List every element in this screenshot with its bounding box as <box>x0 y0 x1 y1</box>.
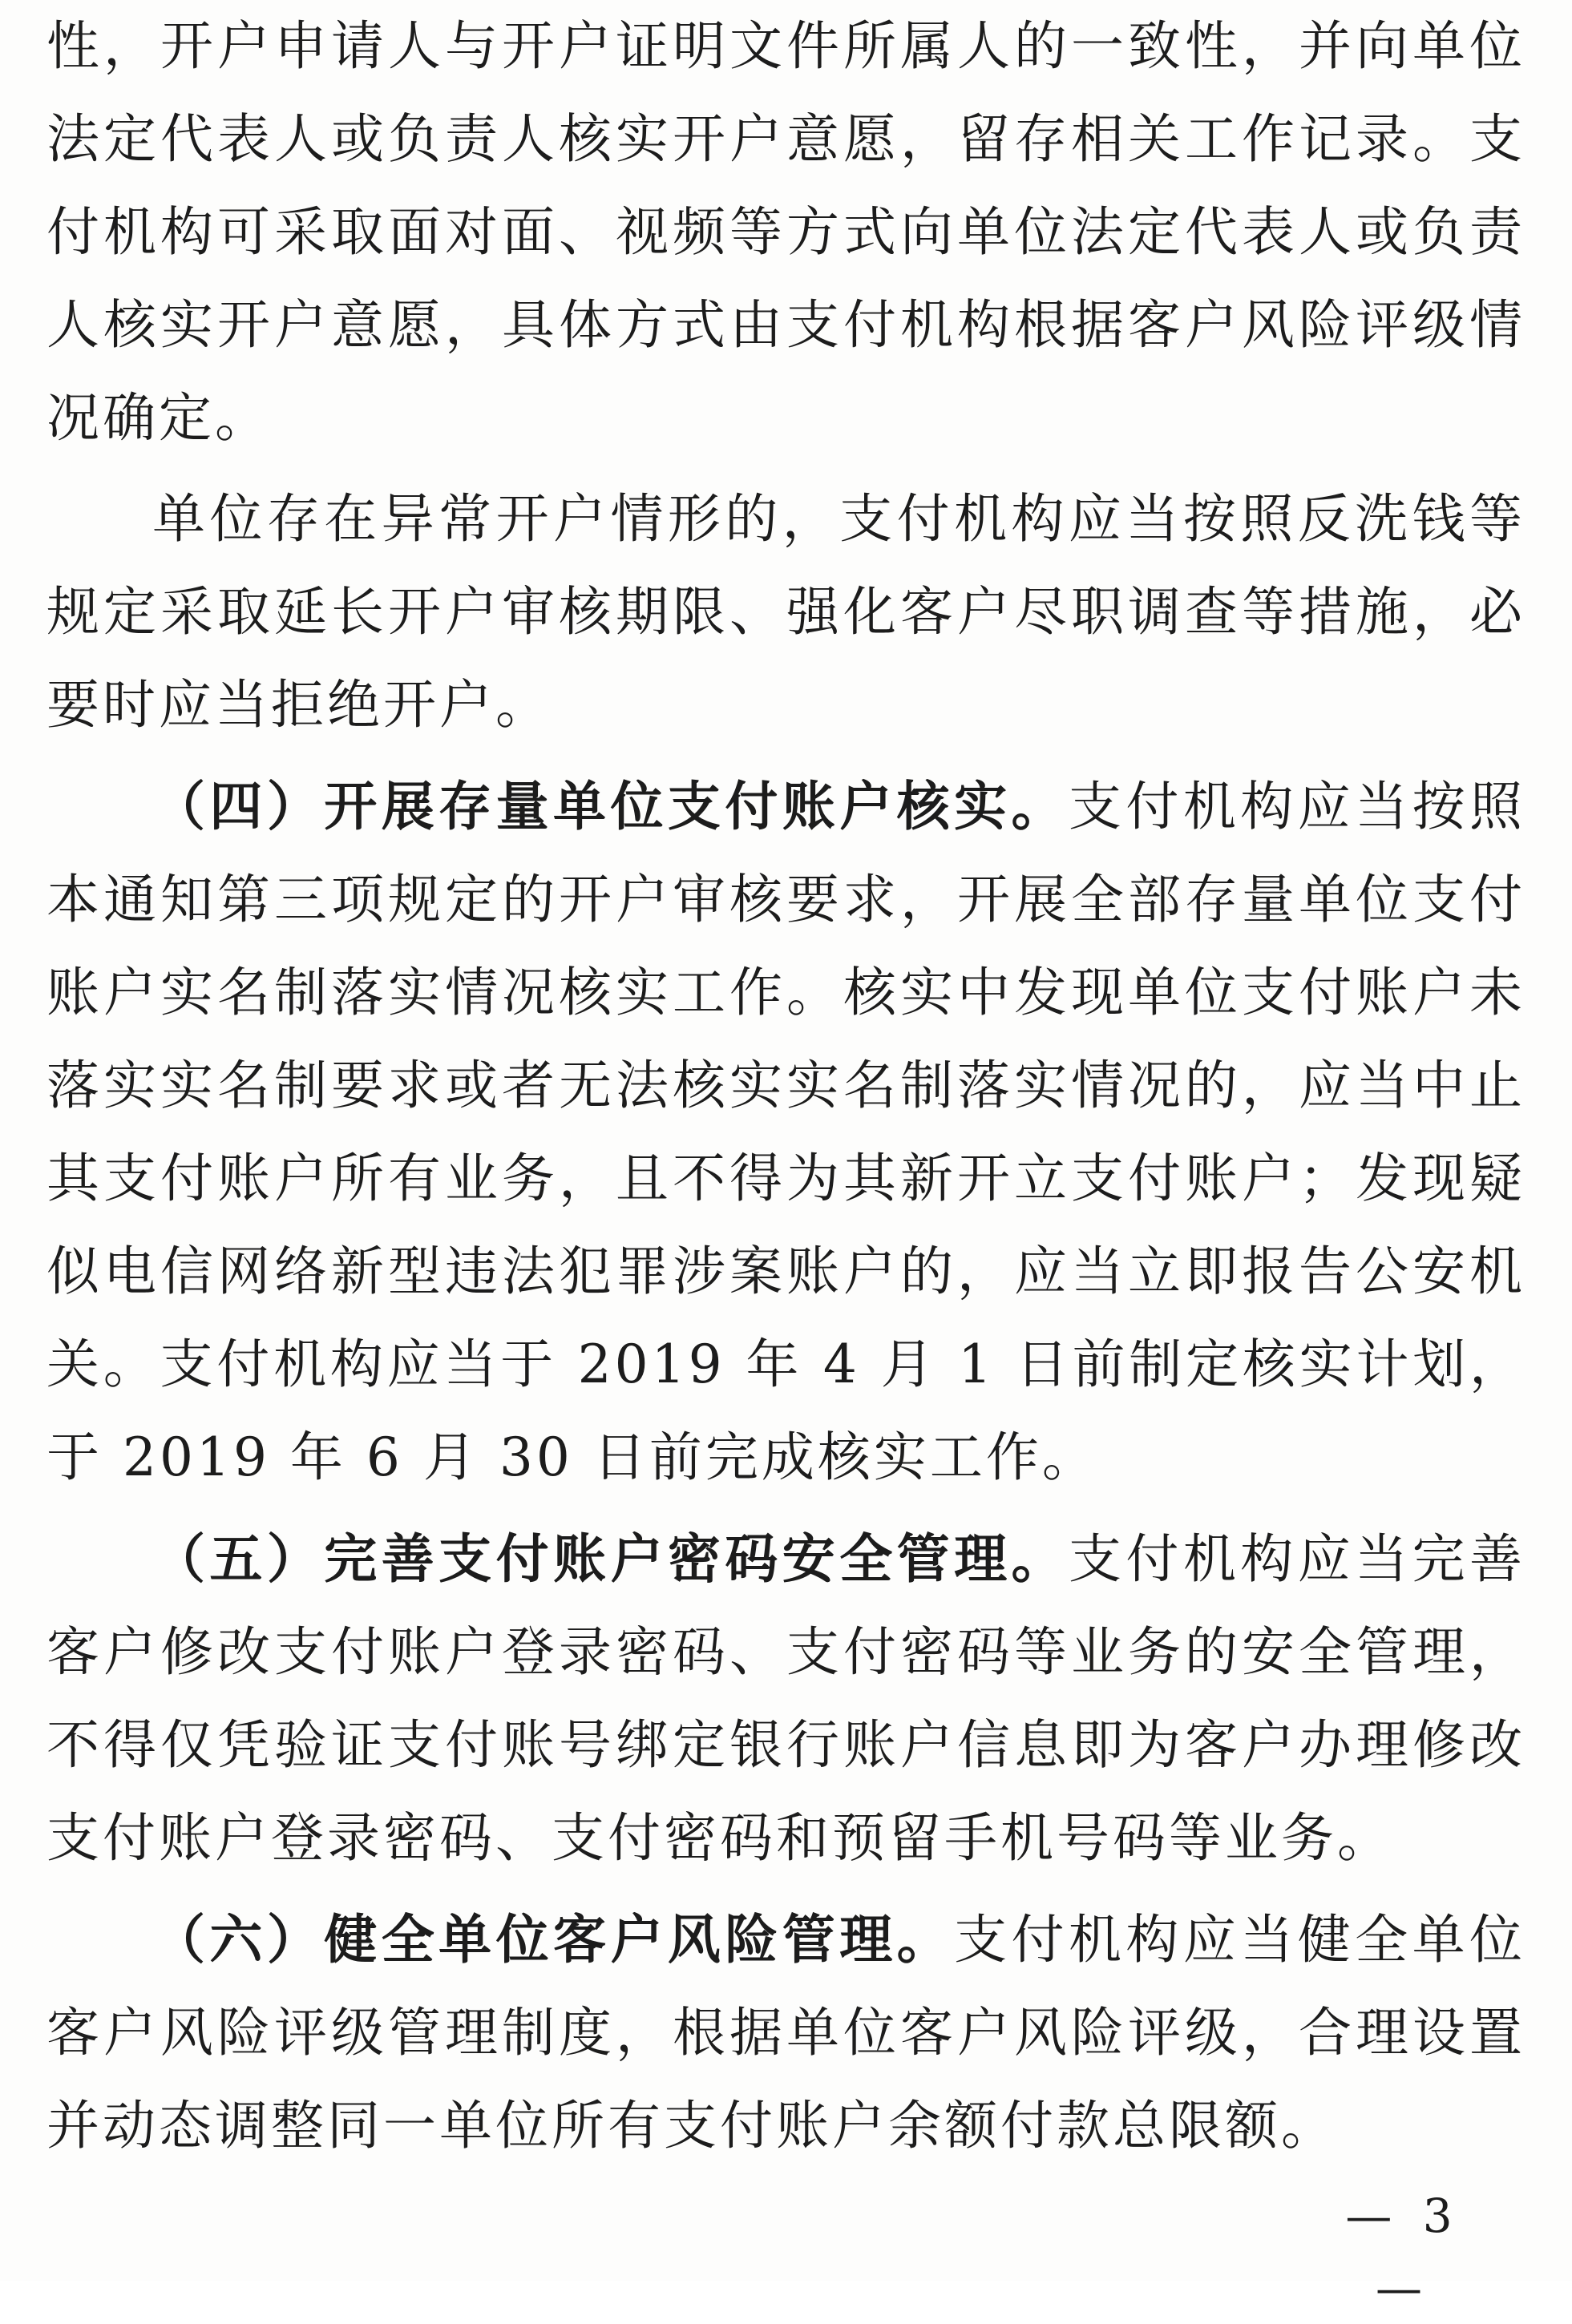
paragraph-item-four <box>46 760 1526 1504</box>
paragraph-item-six <box>46 1893 1526 2173</box>
section-heading: （六）健全单位客户风险管理。 <box>152 1908 955 1971</box>
paragraph-text: 支付机构应当按照本通知第三项规定的开户审核要求，开展全部存量单位支付账户实名制落实情况核实工作。核实中发现单位支付账户未落实实名制要求或者无法核实实名制落实情况的，应当中止其支付账户所有业务，且不得为其新开立支付账户；发现疑似电信网络新型违法犯罪涉案账户的，应当立即报告公安机关。支付机构应当于 2019 年 4 月 1 日前制定核实计划，于 2019 年 6 月 30 日前完成核实工作。 <box>46 776 1526 1488</box>
paragraph-item-five <box>46 1512 1526 1885</box>
paragraph-continuation <box>46 0 1526 465</box>
section-heading: （四）开展存量单位支付账户核实。 <box>152 775 1069 837</box>
paragraph-text: 单位存在异常开户情形的，支付机构应当按照反洗钱等规定采取延长开户审核期限、强化客户尽职调查等措施，必要时应当拒绝开户。 <box>46 488 1526 736</box>
paragraph-text: 性，开户申请人与开户证明文件所属人的一致性，并向单位法定代表人或负责人核实开户意愿，留存相关工作记录。支付机构可采取面对面、视频等方式向单位法定代表人或负责人核实开户意愿，具体方式由支付机构根据客户风险评级情况确定。 <box>46 15 1526 449</box>
paragraph-text: 支付机构应当完善客户修改支付账户登录密码、支付密码等业务的安全管理，不得仅凭验证支付账号绑定银行账户信息即为客户办理修改支付账户登录密码、支付密码和预留手机号码等业务。 <box>46 1528 1526 1869</box>
page-number: — 3 — <box>1345 2189 1461 2315</box>
paragraph-abnormal-account <box>46 473 1526 752</box>
paragraph-text: 支付机构应当健全单位客户风险评级管理制度，根据单位客户风险评级，合理设置并动态调整同一单位所有支付账户余额付款总限额。 <box>46 1909 1526 2157</box>
document-body <box>46 0 1526 2173</box>
section-heading: （五）完善支付账户密码安全管理。 <box>152 1527 1069 1590</box>
